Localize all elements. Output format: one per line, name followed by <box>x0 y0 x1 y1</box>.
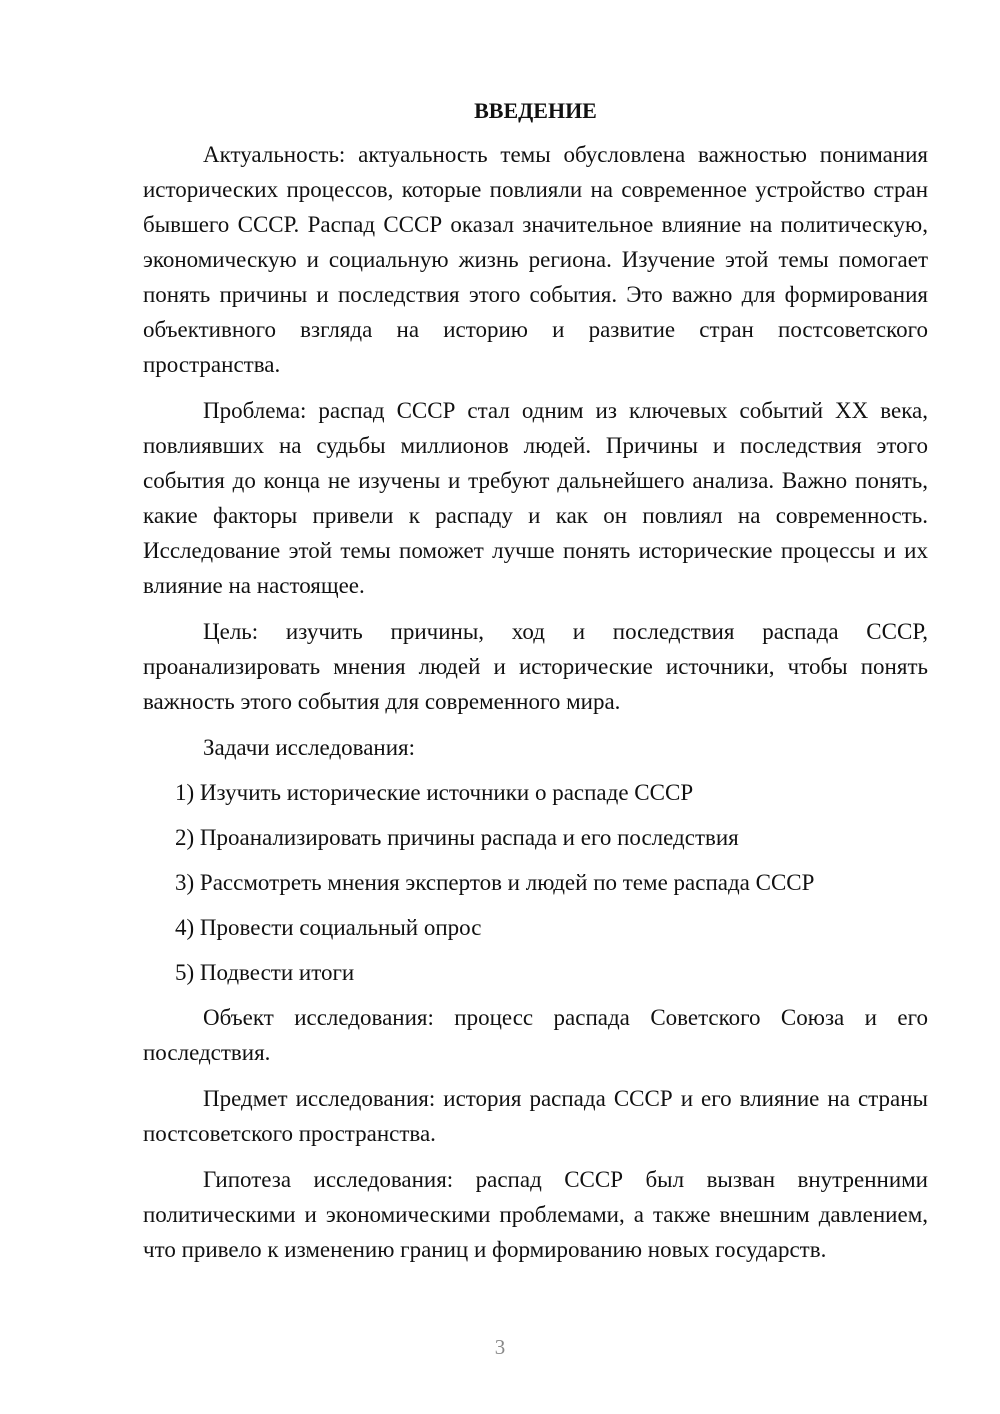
task-item-3: 3) Рассмотреть мнения экспертов и людей по теме распада СССР <box>175 870 815 895</box>
task-item-1: 1) Изучить исторические источники о распаде СССР <box>175 780 694 805</box>
paragraph-subject: Предмет исследования: история распада СССР и его влияние на страны постсоветского пространства. <box>143 1086 928 1146</box>
page-number: 3 <box>494 1335 506 1359</box>
paragraph-goal: Цель: изучить причины, ход и последствия распада СССР, проанализировать мнения людей и исторические источники, чтобы понять важность этого события для современного мира. <box>143 619 928 714</box>
tasks-heading: Задачи исследования: <box>203 735 416 760</box>
task-item-4: 4) Провести социальный опрос <box>175 915 482 940</box>
paragraph-object: Объект исследования: процесс распада Советского Союза и его последствия. <box>143 1005 928 1065</box>
paragraph-problem: Проблема: распад СССР стал одним из ключевых событий XX века, повлиявших на судьбы миллионов людей. Причины и последствия этого события до конца не изучены и требуют дальнейшего анализа. Важно понять, какие факторы привели к распаду и как он повлиял на современность. Исследование этой темы поможет лучше понять исторические процессы и их влияние на настоящее. <box>143 398 928 598</box>
paragraph-relevance: Актуальность: актуальность темы обусловлена важностью понимания исторических процессов, которые повлияли на современное устройство стран бывшего СССР. Распад СССР оказал значительное влияние на политическую, экономическую и социальную жизнь региона. Изучение этой темы помогает понять причины и последствия этого события. Это важно для формирования объективного взгляда на историю и развитие стран постсоветского пространства. <box>143 142 928 377</box>
page-content <box>143 97 928 1278</box>
paragraph-hypothesis: Гипотеза исследования: распад СССР был вызван внутренними политическими и экономическими проблемами, а также внешним давлением, что привело к изменению границ и формированию новых государств. <box>143 1167 928 1262</box>
task-item-2: 2) Проанализировать причины распада и его последствия <box>175 825 739 850</box>
task-item-5: 5) Подвести итоги <box>175 960 355 985</box>
page-title: ВВЕДЕНИЕ <box>474 98 597 123</box>
